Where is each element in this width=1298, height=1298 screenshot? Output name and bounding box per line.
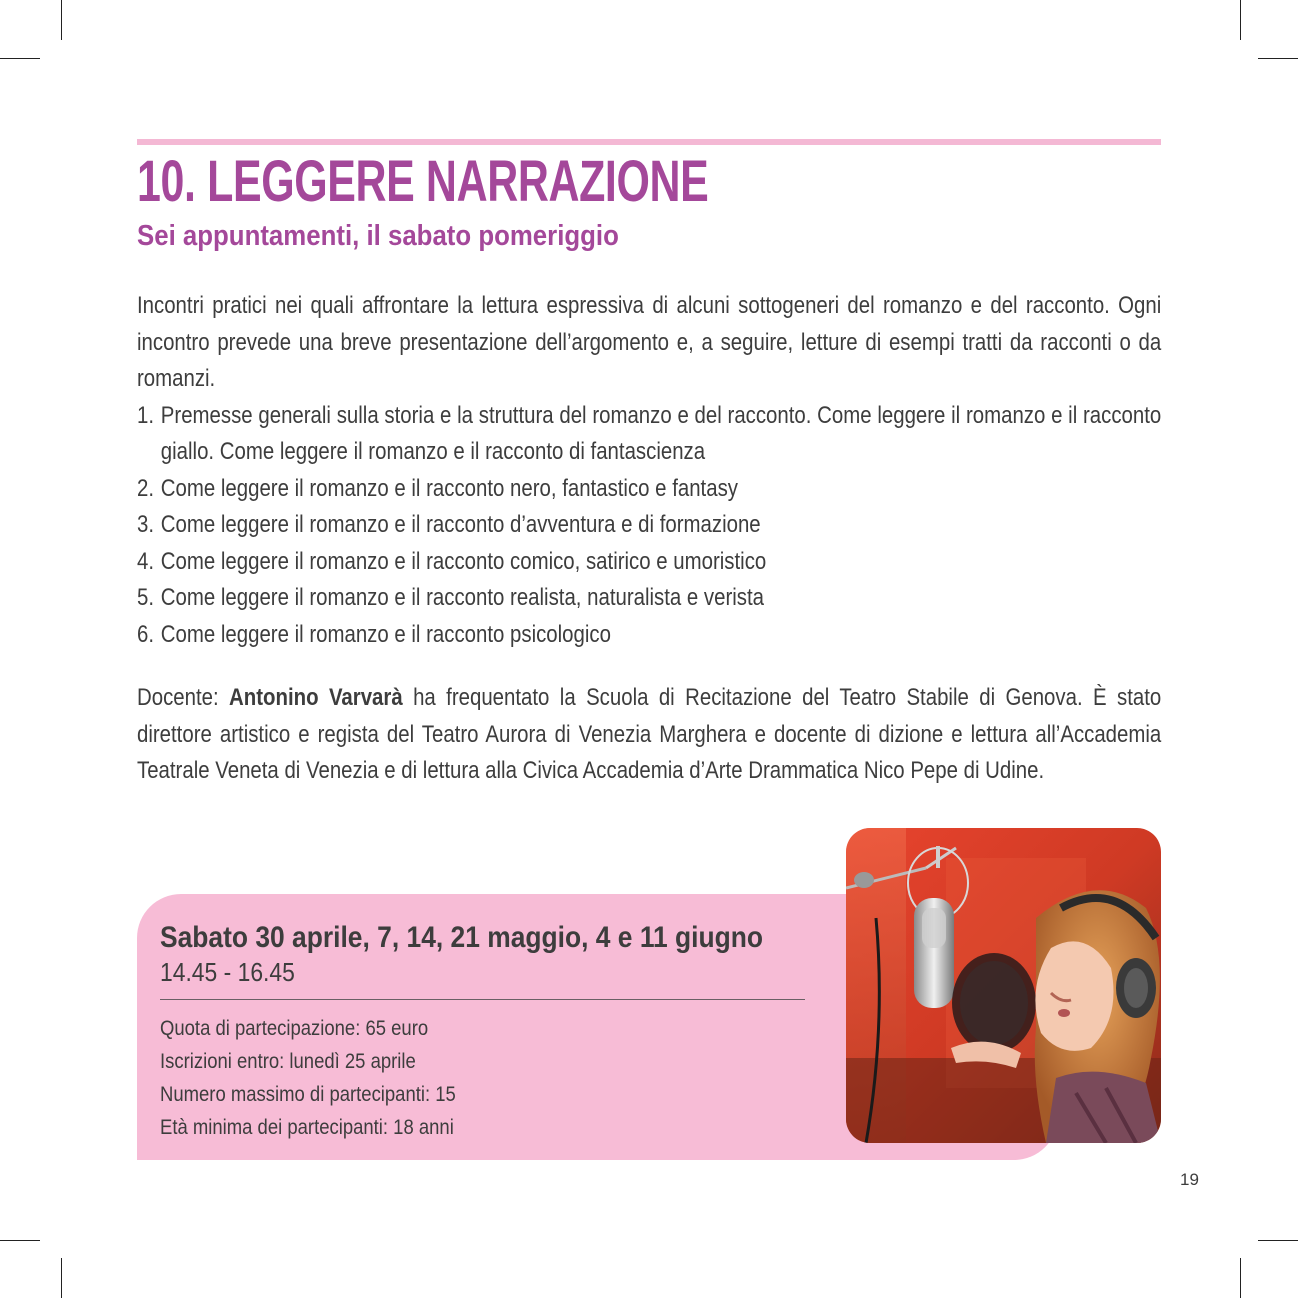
crop-mark (1240, 1258, 1241, 1298)
page-subtitle: Sei appuntamenti, il sabato pomeriggio (137, 220, 619, 252)
list-number: 5. (137, 584, 155, 611)
teacher-paragraph (137, 680, 1161, 790)
crop-mark (0, 58, 40, 59)
list-text: Come leggere il romanzo e il racconto realista, naturalista e verista (160, 584, 765, 611)
list-number: 2. (137, 474, 155, 502)
list-number: 1. (137, 401, 155, 429)
crop-mark (61, 1258, 62, 1298)
list-text: Come leggere il romanzo e il racconto d’avventura e di formazione (160, 511, 761, 538)
teacher-name: Antonino Varvarà (229, 684, 403, 711)
list-text: Come leggere il romanzo e il racconto nero, fantastico e fantasy (160, 474, 738, 502)
list-item (137, 471, 1161, 508)
teacher-label: Docente: (137, 684, 230, 711)
crop-mark (1240, 0, 1241, 40)
course-dates: Sabato 30 aprile, 7, 14, 21 maggio, 4 e 11 giugno (160, 921, 764, 954)
list-item (137, 580, 1161, 617)
max-participants-text: Numero massimo di partecipanti: 15 (160, 1083, 456, 1106)
crop-mark (61, 0, 62, 40)
course-time: 14.45 - 16.45 (160, 957, 295, 987)
min-age-text: Età minima dei partecipanti: 18 anni (160, 1116, 454, 1139)
top-divider (137, 139, 1161, 145)
intro-paragraph: Incontri pratici nei quali affrontare la lettura espressiva di alcuni sottogeneri del romanzo e del racconto. Ogni incontro prevede una breve presentazione dell’argomento e, a seguire, letture di esempi tratti da racconti o da romanzi. (137, 292, 1162, 392)
page-number: 19 (1180, 1170, 1199, 1189)
list-item (137, 617, 1161, 654)
list-text: Come leggere il romanzo e il racconto comico, satirico e umoristico (160, 547, 767, 575)
list-item (137, 544, 1161, 581)
page-title: 10. LEGGERE NARRAZIONE (137, 149, 709, 214)
list-item (137, 398, 1161, 471)
list-number: 3. (137, 511, 155, 538)
info-divider (160, 999, 805, 1000)
list-number: 6. (137, 620, 155, 648)
deadline-text: Iscrizioni entro: lunedì 25 aprile (160, 1050, 416, 1073)
course-description (137, 288, 1161, 653)
list-item (137, 507, 1161, 544)
photo-woman-reading-at-microphone (846, 828, 1161, 1143)
list-text: Premesse generali sulla storia e la struttura del romanzo e del racconto. Come leggere il romanzo e il racconto giallo. Come leggere il romanzo e il racconto di fantascienza (160, 401, 1162, 465)
info-content (160, 921, 805, 1144)
teacher-bio: ha frequentato la Scuola di Recitazione del Teatro Stabile di Genova. È stato direttore artistico e regista del Teatro Aurora di Venezia Marghera e docente di dizione e lettura all’Accademia Teatrale Veneta di Venezia e di lettura alla Civica Accademia d’Arte Drammatica Nico Pepe di Udine. (137, 684, 1162, 784)
list-number: 4. (137, 547, 155, 575)
crop-mark (1258, 58, 1298, 59)
sessions-list (137, 398, 1161, 654)
crop-mark (1258, 1240, 1298, 1241)
fee-text: Quota di partecipazione: 65 euro (160, 1017, 429, 1040)
list-text: Come leggere il romanzo e il racconto psicologico (160, 620, 611, 648)
teacher-section (137, 680, 1161, 790)
crop-mark (0, 1240, 40, 1241)
course-details (160, 1012, 728, 1144)
